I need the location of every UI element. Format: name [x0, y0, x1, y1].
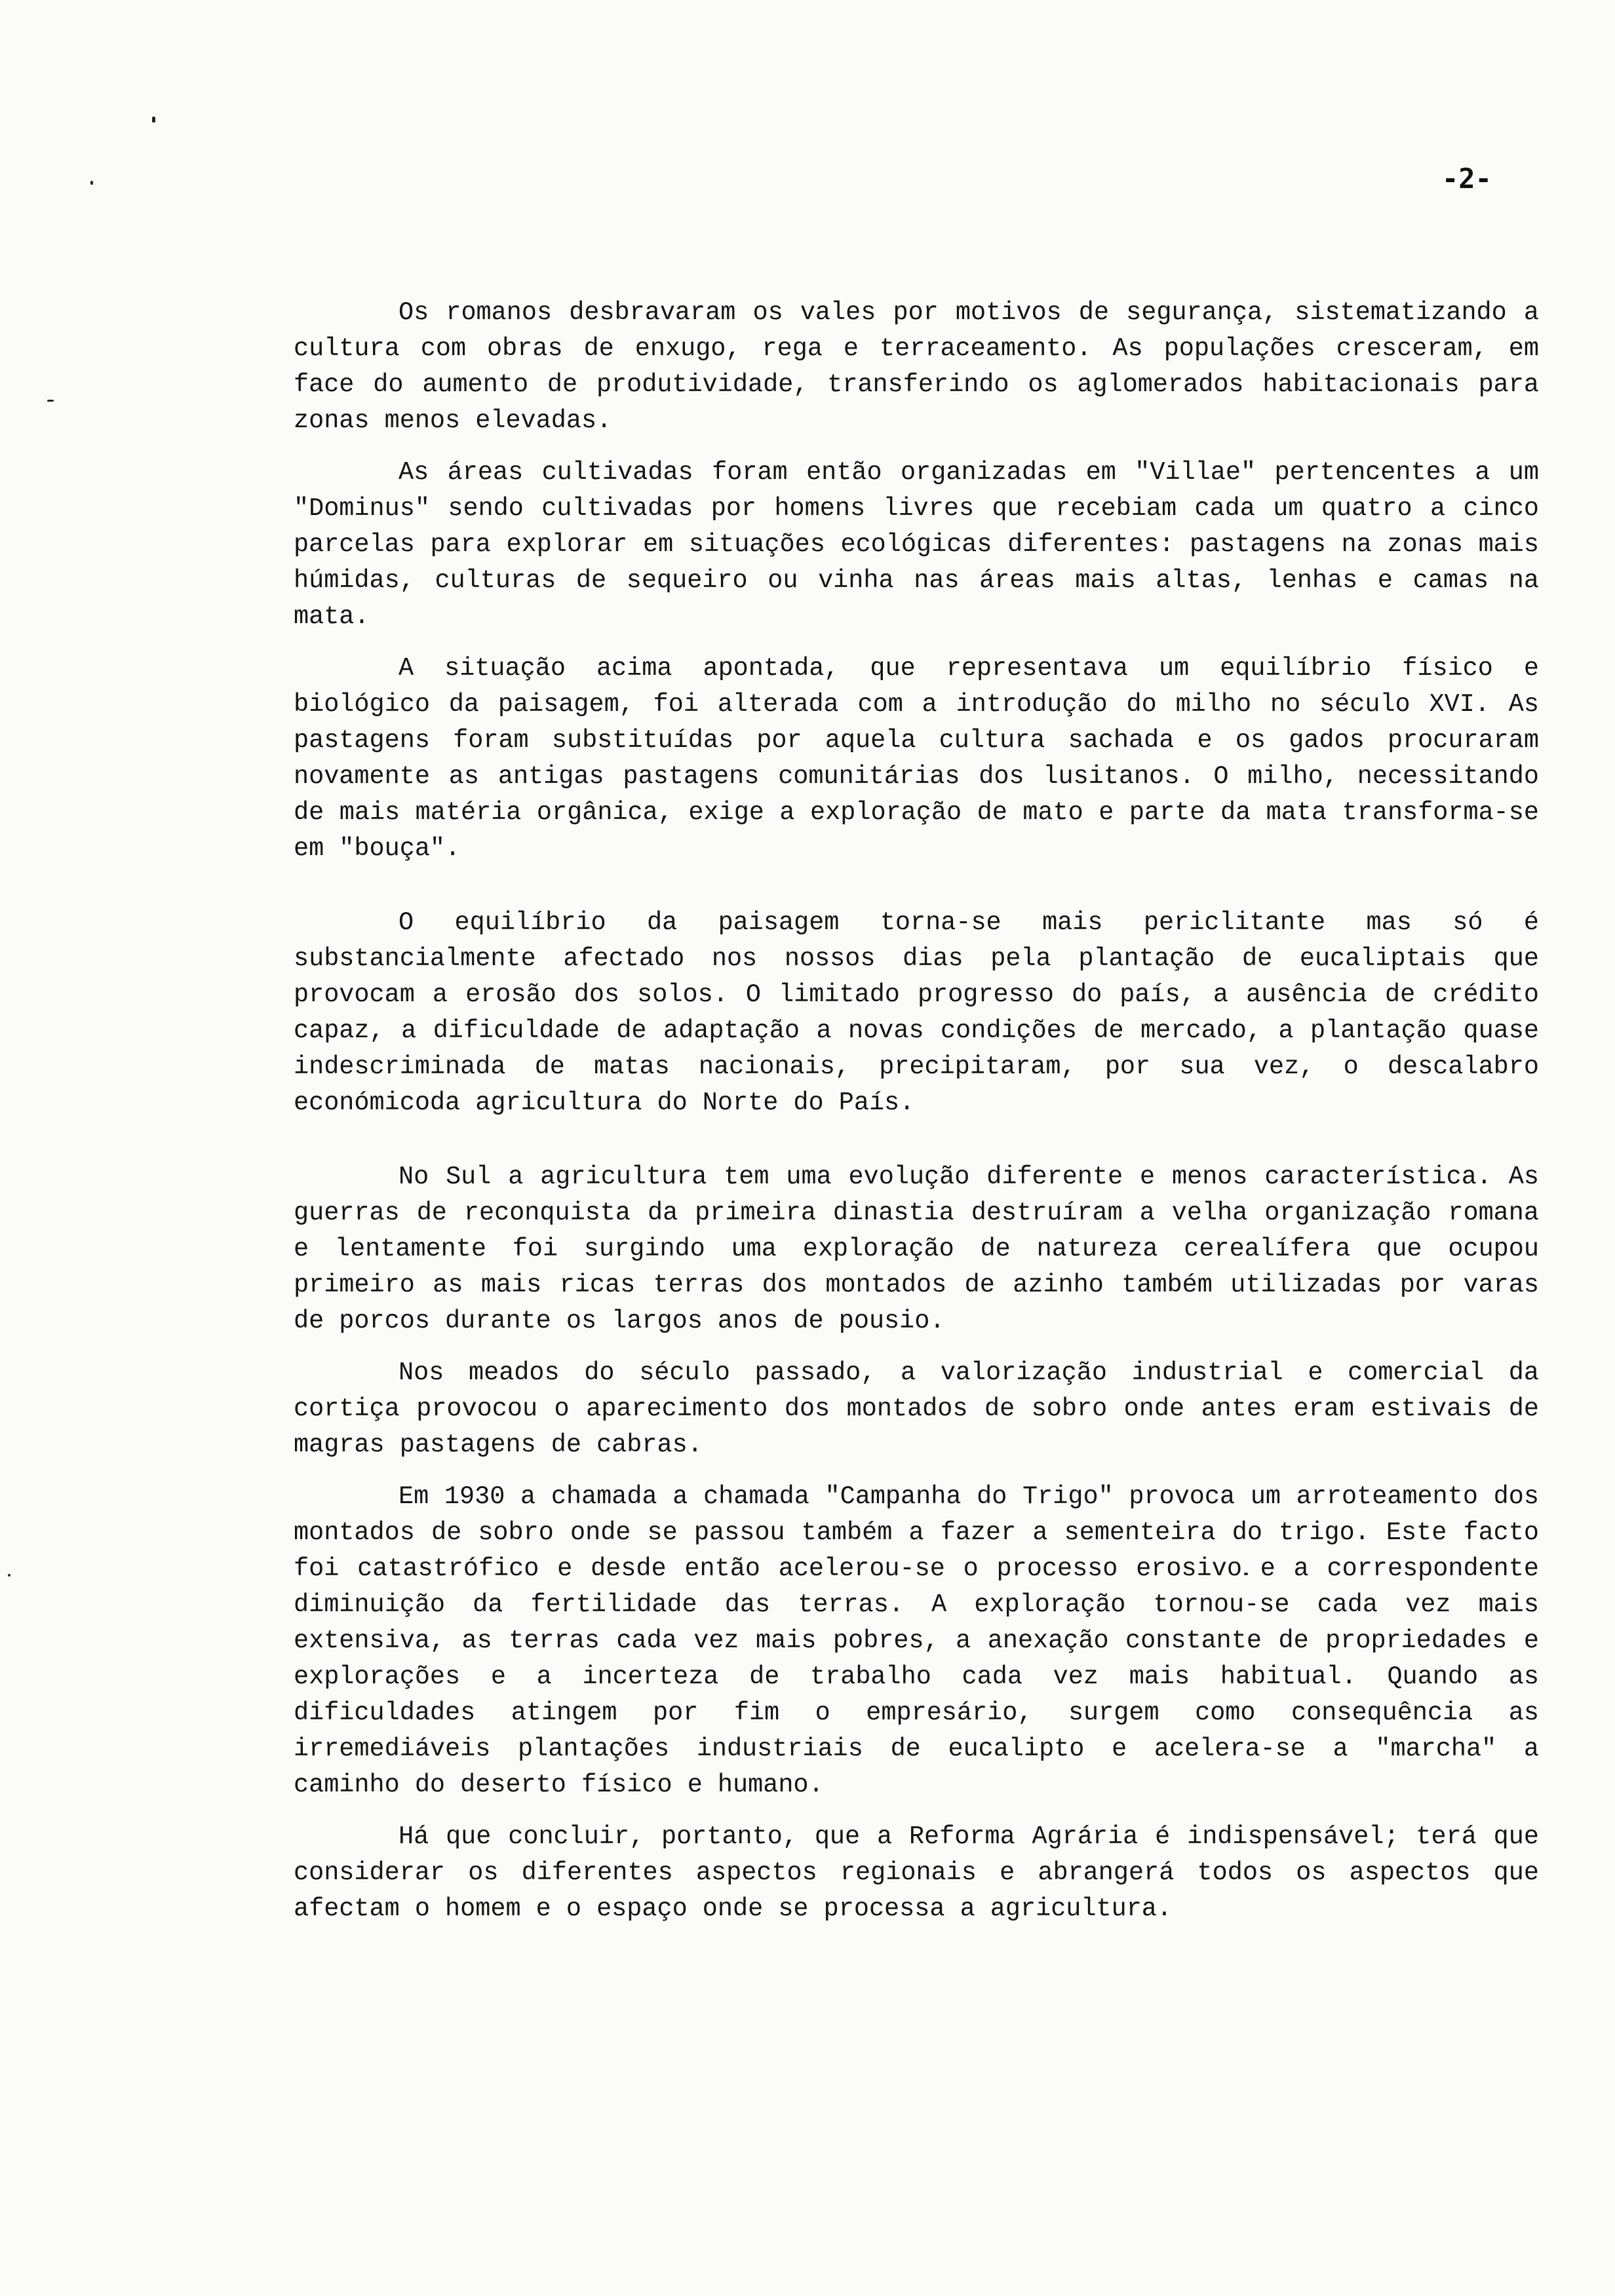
paragraph-eucaliptais: O equilíbrio da paisagem torna-se mais periclitante mas só é substancialmente afectado nos nossos dias pela plantação de eucaliptais que provocam a erosão dos solos. O limitado progresso do país, a ausência de crédito capaz, a dificuldade de adaptação a novas condições de mercado, a plantação quase indescriminada de matas nacionais, precipitaram, por sua vez, o descalabro económicoda agricultura do Norte do País. [294, 908, 1539, 1117]
paragraph-conclusao: Há que concluir, portanto, que a Reforma Agrária é indispensável; terá que considerar os diferentes aspectos regionais e abrangerá todos os aspectos que afectam o homem e o espaço onde se processa a agricultura. [294, 1822, 1539, 1923]
scan-speck [152, 117, 155, 123]
paragraph-campanha-trigo: Em 1930 a chamada a chamada "Campanha do Trigo" provoca um arroteamento dos montados de sobro onde se passou também a fazer a sementeira do trigo. Este facto foi catastrófico e desde então acelerou-se o processo erosivo e a correspondente diminuição da fertilidade das terras. A exploração tornou-se cada vez mais extensiva, as terras cada vez mais pobres, a anexação constante de propriedades e explorações e a incerteza de trabalho cada vez mais habitual. Quando as dificuldades atingem por fim o empresário, surgem como consequência as irremediáveis plantações industriais de eucalipto e acelera-se a "marcha" a caminho do deserto físico e humano. [294, 1482, 1539, 1799]
paragraph-romans: Os romanos desbravaram os vales por motivos de segurança, sistematizando a cultura com obras de enxugo, rega e terraceamento. As populações cresceram, em face do aumento de produtividade, transferindo os aglomerados habitacionais para zonas menos elevadas. [294, 298, 1539, 435]
paragraph-villae: As áreas cultivadas foram então organizadas em "Villae" pertencentes a um "Dominus" sendo cultivadas por homens livres que recebiam cada um quatro a cinco parcelas para explorar em situações ecológicas diferentes: pastagens na zonas mais húmidas, culturas de sequeiro ou vinha nas áreas mais altas, lenhas e camas na mata. [294, 458, 1539, 631]
scan-speck [8, 1574, 10, 1577]
page-number: -2- [1442, 163, 1492, 195]
paragraph-milho: A situação acima apontada, que representava um equilíbrio físico e biológico da paisagem, foi alterada com a introdução do milho no século XVI. As pastagens foram substituídas por aquela cultura sachada e os gados procuraram novamente as antigas pastagens comunitárias dos lusitanos. O milho, necessitando de mais matéria orgânica, exige a exploração de mato e parte da mata transforma-se em "bouça". [294, 654, 1539, 863]
paragraph-cortica: Nos meados do século passado, a valorização industrial e comercial da cortiça provocou o aparecimento dos montados de sobro onde antes eram estivais de magras pastagens de cabras. [294, 1358, 1539, 1459]
scan-speck [90, 181, 93, 185]
document-body [294, 295, 1539, 1943]
paragraph-sul: No Sul a agricultura tem uma evolução diferente e menos característica. As guerras de reconquista da primeira dinastia destruíram a velha organização romana e lentamente foi surgindo uma exploração de natureza cerealífera que ocupou primeiro as mais ricas terras dos montados de azinho também utilizadas por varas de porcos durante os largos anos de pousio. [294, 1162, 1539, 1335]
scan-speck [47, 400, 54, 402]
